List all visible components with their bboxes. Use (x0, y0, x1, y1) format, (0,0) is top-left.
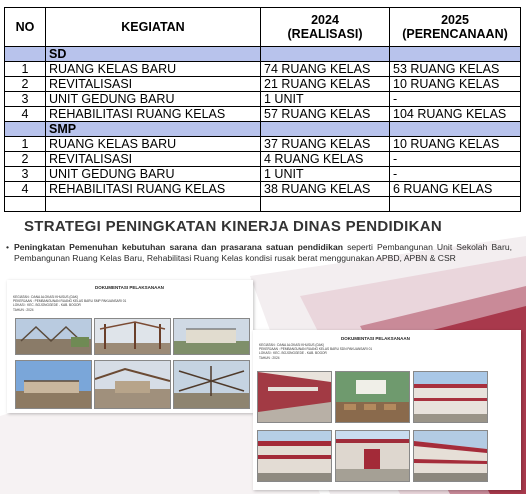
cell-2025: 104 RUANG KELAS (390, 107, 521, 122)
cell-no: 2 (5, 77, 46, 92)
header-kegiatan: KEGIATAN (46, 8, 261, 47)
empty-cell (261, 197, 390, 212)
section-cell-blank (261, 122, 390, 137)
cell-2024: 37 RUANG KELAS (261, 137, 390, 152)
meta-line: KEGIATAN : DANA ALOKASI KHUSUS (DAK) (13, 295, 79, 299)
bullet-rest-text: seperti Pembangunan Unit Sekolah Baru, Pembangunan Ruang Kelas Baru, Rehabilitasi Ruang Kelas kondisi rusak berat menggunakan APBD, APBN & CSR (14, 242, 512, 264)
section-cell-blank (390, 47, 521, 62)
empty-cell (5, 197, 46, 212)
table-row (5, 62, 521, 77)
header-2025 (390, 8, 521, 47)
cell-2024: 1 UNIT (261, 92, 390, 107)
table-row (5, 77, 521, 92)
section-name: SMP (46, 122, 261, 137)
bullet-symbol: • (6, 242, 10, 252)
section-row (5, 122, 521, 137)
section-cell-blank (5, 47, 46, 62)
table-row-empty (5, 197, 521, 212)
cell-2024: 21 RUANG KELAS (261, 77, 390, 92)
cell-kegiatan: REVITALISASI (46, 152, 261, 167)
program-table (4, 7, 521, 212)
meta-line: LOKASI : KEC. BOJONGGEDE - KAB. BOGOR (259, 351, 327, 356)
table-body (5, 47, 521, 212)
meta-line: KEGIATAN : DANA ALOKASI KHUSUS (DAK) (259, 343, 325, 347)
cell-no: 1 (5, 62, 46, 77)
photo-school-building-red (257, 430, 332, 482)
header-no: NO (5, 8, 46, 47)
cell-2025: - (390, 167, 521, 182)
cell-2024: 57 RUANG KELAS (261, 107, 390, 122)
documentation-title: DOKUMENTASI PELAKSANAAN (341, 336, 410, 341)
section-heading: STRATEGI PENINGKATAN KINERJA DINAS PENDIDIKAN (24, 218, 442, 235)
section-cell-blank (5, 122, 46, 137)
photo-construction-roof-beams (173, 360, 250, 409)
cell-2024: 38 RUANG KELAS (261, 182, 390, 197)
meta-line: LOKASI : KEC. BOJONGGEDE - KAB. BOGOR (13, 303, 81, 308)
header-2024-sub: (REALISASI) (287, 27, 363, 41)
cell-2025: - (390, 152, 521, 167)
cell-no: 2 (5, 152, 46, 167)
cell-2024: 4 RUANG KELAS (261, 152, 390, 167)
meta-line: PEKERJAAN : PEMBANGUNAN RUANG KELAS BARU SMP PAKUANSARI 01 (13, 299, 127, 304)
bullet-point (6, 242, 512, 264)
documentation-panel-sd (253, 330, 521, 490)
cell-2025: 10 RUANG KELAS (390, 77, 521, 92)
cell-2024: 1 UNIT (261, 167, 390, 182)
cell-no: 1 (5, 137, 46, 152)
photo-school-courtyard (335, 430, 410, 482)
cell-kegiatan: UNIT GEDUNG BARU (46, 167, 261, 182)
table-row (5, 182, 521, 197)
header-2025-sub: (PERENCANAAN) (402, 27, 508, 41)
photo-construction-steel-frame (94, 318, 171, 355)
photo-school-building-front (413, 371, 488, 423)
header-2024-year: 2024 (311, 13, 339, 27)
header-2024 (261, 8, 390, 47)
cell-kegiatan: REHABILITASI RUANG KELAS (46, 182, 261, 197)
documentation-meta (13, 295, 126, 312)
table-row (5, 107, 521, 122)
photo-construction-walls (94, 360, 171, 409)
photo-school-building-side (413, 430, 488, 482)
cell-2025: 6 RUANG KELAS (390, 182, 521, 197)
section-name: SD (46, 47, 261, 62)
meta-line: PEKERJAAN : PEMBANGUNAN RUANG KELAS BARU SDN PAKUANSARI 01 (259, 347, 373, 352)
section-cell-blank (390, 122, 521, 137)
cell-2025: 53 RUANG KELAS (390, 62, 521, 77)
cell-no: 4 (5, 107, 46, 122)
bullet-bold-text: Peningkatan Pemenuhan kebutuhan sarana dan prasarana satuan pendidikan (14, 242, 343, 252)
photo-school-corridor (257, 371, 332, 423)
cell-kegiatan: RUANG KELAS BARU (46, 62, 261, 77)
cell-kegiatan: REVITALISASI (46, 77, 261, 92)
cell-no: 3 (5, 92, 46, 107)
cell-2024: 74 RUANG KELAS (261, 62, 390, 77)
cell-kegiatan: RUANG KELAS BARU (46, 137, 261, 152)
documentation-title: DOKUMENTASI PELAKSANAAN (95, 285, 164, 290)
section-row (5, 47, 521, 62)
documentation-panel-smp (7, 280, 253, 413)
cell-2025: 10 RUANG KELAS (390, 137, 521, 152)
header-2025-year: 2025 (441, 13, 469, 27)
meta-line: TAHUN : 2024 (13, 307, 34, 312)
photo-construction-scaffold (173, 318, 250, 355)
cell-kegiatan: REHABILITASI RUANG KELAS (46, 107, 261, 122)
cell-no: 4 (5, 182, 46, 197)
photo-construction-roof-frame (15, 318, 92, 355)
photo-classroom-interior (335, 371, 410, 423)
table-row (5, 92, 521, 107)
documentation-meta (259, 343, 372, 360)
photo-construction-site-sky (15, 360, 92, 409)
cell-no: 3 (5, 167, 46, 182)
meta-line: TAHUN : 2024 (259, 355, 280, 360)
table-row (5, 167, 521, 182)
cell-kegiatan: UNIT GEDUNG BARU (46, 92, 261, 107)
section-cell-blank (261, 47, 390, 62)
empty-cell (390, 197, 521, 212)
bullet-text (14, 242, 512, 264)
table-row (5, 152, 521, 167)
empty-cell (46, 197, 261, 212)
table-row (5, 137, 521, 152)
cell-2025: - (390, 92, 521, 107)
